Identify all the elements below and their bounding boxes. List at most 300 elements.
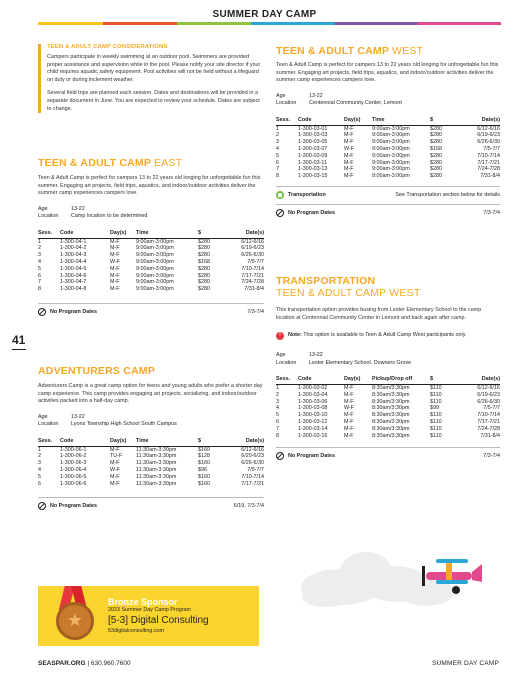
table-row: [38, 460, 264, 467]
cell-days: M-F: [110, 446, 120, 453]
cell-dates: 7/5-7/7: [247, 258, 264, 265]
west-title: [276, 45, 500, 57]
col-dates: Date(s): [222, 437, 264, 447]
cell-time: 9:00am-3:00pm: [372, 159, 410, 166]
cell-time: 9:00am-3:00pm: [372, 132, 410, 139]
east-title: [38, 157, 264, 169]
cell-price: $128: [198, 453, 210, 460]
cell-sess: 8: [38, 286, 41, 293]
table-row: [276, 419, 500, 426]
cell-sess: 3: [276, 139, 279, 146]
col-dates: Date(s): [456, 375, 500, 385]
bus-icon: [276, 191, 284, 199]
west-schedule-table: [276, 116, 500, 180]
west-section: [276, 45, 500, 217]
cell-days: TU-F: [110, 453, 123, 460]
west-title-light: WEST: [392, 45, 424, 57]
cell-days: M-F: [344, 152, 354, 159]
cell-dates: 7/24-7/28: [241, 279, 264, 286]
west-no-program: [276, 204, 500, 217]
west-no-program-dates: 7/3-7/4: [483, 209, 500, 216]
cell-code: 1-300-04-5: [60, 265, 87, 272]
table-row: [38, 481, 264, 488]
col-days: Day(s): [344, 375, 372, 385]
cell-dates: 7/10-7/14: [477, 412, 500, 419]
page-number-rule: [12, 349, 26, 350]
sponsor-program: 2023 Summer Day Camp Program: [108, 607, 191, 613]
cell-time: 8:30am/3:30pm: [372, 391, 410, 398]
cell-price: $160: [198, 446, 210, 453]
adventurers-no-program-dates: 6/19, 7/3-7/4: [233, 503, 264, 510]
col-pickup: Pickup/Drop off: [372, 375, 430, 385]
cell-days: M-F: [110, 238, 120, 245]
cell-days: M-F: [344, 125, 354, 132]
cell-time: 9:00am-3:00pm: [136, 286, 174, 293]
cell-price: $280: [198, 265, 210, 272]
cell-time: 11:30am-3:30pm: [136, 473, 177, 480]
cell-code: 1-300-03-12: [298, 418, 328, 425]
cell-price: $96: [198, 466, 207, 473]
east-location: Camp location to be determined: [71, 213, 148, 220]
transportation-no-program-label: No Program Dates: [288, 453, 336, 460]
cell-price: $280: [430, 139, 442, 146]
table-row: [38, 252, 264, 259]
adventurers-age-label: Age: [38, 413, 48, 420]
col-sess: Sess.: [276, 375, 298, 385]
cell-dates: 7/31-8/4: [480, 432, 500, 439]
sponsor-level: Bronze Sponsor: [108, 597, 178, 607]
table-row: [38, 279, 264, 286]
table-row: [276, 399, 500, 406]
cell-price: $160: [198, 480, 210, 487]
cell-time: 9:00am-3:00pm: [136, 258, 174, 265]
footer-contact: SEASPAR.ORG | 630.960.7600: [38, 660, 131, 667]
cell-code: 1-300-06-1: [60, 446, 87, 453]
transportation-meta: [276, 352, 500, 367]
col-dates: Date(s): [456, 116, 500, 126]
cell-code: 1-300-03-08: [298, 405, 328, 412]
considerations-box: [38, 44, 264, 113]
cell-sess: 4: [276, 405, 279, 412]
col-price: $: [198, 229, 222, 239]
west-age-label: Age: [276, 92, 286, 99]
transportation-note-text: This option is available to Teen & Adult Camp West participants only.: [303, 332, 467, 339]
cell-time: 9:00am-3:00pm: [372, 145, 410, 152]
east-rows: [38, 238, 264, 293]
cell-price: $280: [430, 125, 442, 132]
transportation-no-program: [276, 447, 500, 460]
cell-time: 9:00am-3:00pm: [136, 238, 174, 245]
cell-price: $280: [198, 238, 210, 245]
cell-code: 1-300-04-7: [60, 279, 87, 286]
cell-sess: 8: [276, 173, 279, 180]
cell-code: 1-300-03-07: [298, 145, 328, 152]
col-code: Code: [60, 229, 110, 239]
table-header-row: [276, 116, 500, 126]
cell-code: 1-300-06-6: [60, 480, 87, 487]
col-price: $: [430, 375, 456, 385]
table-row: [38, 453, 264, 460]
header-color-stripe: [38, 22, 501, 25]
cell-sess: 6: [276, 418, 279, 425]
cell-days: M-F: [344, 173, 354, 180]
cell-code: 1-300-04-1: [60, 238, 87, 245]
cell-price: $280: [198, 245, 210, 252]
page-number: 41: [12, 333, 26, 347]
cell-code: 1-300-06-4: [60, 466, 87, 473]
transportation-subtitle: TEEN & ADULT CAMP WEST: [276, 287, 421, 299]
transportation-age: 13-22: [309, 352, 323, 359]
table-row: [276, 392, 500, 399]
east-schedule-table: [38, 229, 264, 293]
cell-code: 1-300-03-02: [298, 385, 328, 391]
cell-dates: 7/10-7/14: [477, 152, 500, 159]
medal-icon: ★: [56, 602, 94, 640]
col-sess: Sess.: [276, 116, 298, 126]
cell-days: M-F: [344, 139, 354, 146]
cell-sess: 3: [276, 398, 279, 405]
cell-days: M-F: [110, 473, 120, 480]
cell-dates: 7/10-7/14: [241, 473, 264, 480]
cell-time: 11:30am-3:30pm: [136, 480, 177, 487]
cell-dates: 7/5-7/7: [247, 466, 264, 473]
east-age: 13-22: [71, 205, 85, 212]
cell-sess: 1: [276, 385, 279, 391]
cell-days: M-F: [344, 391, 354, 398]
col-dates: Date(s): [222, 229, 264, 239]
no-program-icon: [38, 502, 46, 510]
cell-sess: 2: [276, 391, 279, 398]
west-title-bold: TEEN & ADULT CAMP: [276, 45, 389, 57]
table-row: [38, 474, 264, 481]
cell-days: M-F: [110, 272, 120, 279]
cell-code: 1-300-06-5: [60, 473, 87, 480]
cell-days: W-F: [344, 405, 355, 412]
cell-price: $280: [430, 159, 442, 166]
footer-section-name: SUMMER DAY CAMP: [431, 660, 499, 667]
cell-price: $280: [430, 132, 442, 139]
table-row: [276, 173, 500, 180]
cell-sess: 2: [276, 132, 279, 139]
col-days: Day(s): [110, 437, 136, 447]
cell-price: $160: [198, 473, 210, 480]
cell-code: 1-300-03-03: [298, 132, 328, 139]
table-row: [276, 125, 500, 132]
cell-dates: 6/26-6/30: [241, 252, 264, 259]
table-row: [38, 245, 264, 252]
note-icon: [276, 332, 284, 340]
sponsor-banner[interactable]: [38, 586, 259, 646]
table-row: [276, 412, 500, 419]
cell-code: 1-300-04-4: [60, 258, 87, 265]
cell-code: 1-300-03-01: [298, 125, 328, 132]
cell-code: 1-300-03-16: [298, 432, 328, 439]
cell-code: 1-300-04-8: [60, 286, 87, 293]
east-no-program-dates: 7/3-7/4: [247, 308, 264, 315]
cell-code: 1-300-03-15: [298, 173, 328, 180]
west-description: Teen & Adult Camp is perfect for campers 13 to 22 years old longing for unforgettable fun this summer. Engaging art projects, field trips, aquatics, and indoor/outdoor activities deliver the summer camp experiences campers love.: [276, 62, 499, 84]
cell-time: 9:00am-3:00pm: [136, 279, 174, 286]
adventurers-age: 13-22: [71, 413, 85, 420]
cell-sess: 1: [38, 446, 41, 453]
cell-price: $110: [430, 412, 442, 419]
cell-sess: 3: [38, 460, 41, 467]
transportation-rows: [276, 385, 500, 440]
cell-days: M-F: [110, 279, 120, 286]
cell-sess: 4: [276, 145, 279, 152]
considerations-paragraph-2: Several field trips are planned each session. Dates and destinations will be provided in a separate document in June. You are expected to review your schedule. Dates are subject to change.: [47, 90, 260, 112]
cell-sess: 4: [38, 258, 41, 265]
table-row: [276, 146, 500, 153]
cell-days: M-F: [110, 460, 120, 467]
cell-time: 9:00am-3:00pm: [372, 173, 410, 180]
cell-days: M-F: [110, 480, 120, 487]
col-price: $: [198, 437, 222, 447]
cell-dates: 7/17-7/21: [477, 159, 500, 166]
considerations-paragraph-1: Campers participate in weekly swimming at an outdoor pool. Swimmers are provided proper assistance and supervision while in the pool. Please notify your site director if your child requires aquatic safety equipment. Pool activities will not be held without a lifeguard on duty or during inclement weather.: [47, 54, 261, 83]
table-row: [276, 166, 500, 173]
cell-sess: 5: [38, 265, 41, 272]
cell-time: 9:00am-3:00pm: [372, 152, 410, 159]
east-description: Teen & Adult Camp is perfect for campers 13 to 22 years old longing for unforgettable fun this summer. Engaging art projects, field trips, aquatics, and indoor/outdoor activities deliver the summer camp experiences campers love.: [38, 175, 261, 197]
cell-sess: 6: [276, 159, 279, 166]
table-header-row: [276, 375, 500, 385]
cell-days: M-F: [110, 252, 120, 259]
table-row: [276, 132, 500, 139]
cell-sess: 7: [276, 425, 279, 432]
west-meta: [276, 93, 500, 108]
east-section: [38, 157, 264, 316]
cell-time: 9:00am-3:00pm: [372, 139, 410, 146]
cell-days: M-F: [344, 132, 354, 139]
no-program-icon: [276, 452, 284, 460]
cell-sess: 1: [276, 125, 279, 132]
col-time: Time: [136, 229, 198, 239]
considerations-title: TEEN & ADULT CAMP CONSIDERATIONS: [47, 44, 168, 50]
cell-sess: 2: [38, 453, 41, 460]
table-header-row: [38, 437, 264, 447]
west-transportation-value: See Transportation section below for details: [395, 191, 500, 198]
cell-price: $110: [430, 385, 442, 391]
cell-time: 9:00am-3:00pm: [372, 125, 410, 132]
adventurers-section: [38, 365, 264, 510]
cell-code: 1-300-06-2: [60, 453, 87, 460]
west-transportation-note: [276, 186, 500, 199]
west-location: Centennial Community Center, Lemont: [309, 100, 402, 107]
table-row: [276, 426, 500, 433]
adventurers-rows: [38, 446, 264, 487]
cell-dates: 6/20-6/23: [241, 453, 264, 460]
cell-days: M-F: [344, 425, 354, 432]
cell-days: M-F: [344, 385, 354, 391]
east-age-label: Age: [38, 205, 48, 212]
cell-code: 1-300-04-6: [60, 272, 87, 279]
cell-time: 9:00am-3:00pm: [136, 272, 174, 279]
cell-code: 1-300-03-11: [298, 159, 327, 166]
adventurers-title: ADVENTURERS CAMP: [38, 365, 155, 377]
table-row: [38, 467, 264, 474]
cell-price: $110: [430, 398, 442, 405]
table-row: [38, 259, 264, 266]
cell-sess: 5: [276, 412, 279, 419]
cell-dates: 7/17-7/21: [477, 418, 500, 425]
adventurers-meta: [38, 414, 264, 429]
cell-days: M-F: [344, 432, 354, 439]
cell-sess: 1: [38, 238, 41, 245]
table-row: [38, 266, 264, 273]
cell-dates: 6/26-6/30: [241, 460, 264, 467]
cell-price: $280: [198, 279, 210, 286]
cell-code: 1-300-03-09: [298, 152, 328, 159]
cell-price: $110: [430, 391, 442, 398]
east-title-light: EAST: [154, 157, 183, 169]
cell-time: 9:00am-3:00pm: [136, 245, 174, 252]
cell-price: $160: [198, 460, 210, 467]
cell-time: 8:30am/3:30pm: [372, 405, 410, 412]
adventurers-no-program-label: No Program Dates: [50, 503, 98, 510]
cell-code: 1-300-04-2: [60, 245, 87, 252]
cell-dates: 6/19-6/23: [477, 132, 500, 139]
cell-time: 11:30am-3:30pm: [136, 466, 177, 473]
cell-days: M-F: [344, 398, 354, 405]
transportation-description: This transportation option provides busing from Lester Elementary School to the camp location at Centennial Community Center in Lemont and back again after camp.: [276, 307, 482, 321]
east-title-bold: TEEN & ADULT CAMP: [38, 157, 151, 169]
cell-dates: 6/19-6/23: [477, 391, 500, 398]
west-age: 13-22: [309, 92, 323, 99]
transportation-note: [276, 332, 500, 340]
transportation-section: [276, 275, 500, 460]
sponsor-url[interactable]: 53digitalconsulting.com: [108, 628, 165, 634]
cell-code: 1-300-03-10: [298, 412, 328, 419]
cell-code: 1-300-03-14: [298, 425, 328, 432]
table-row: [38, 238, 264, 245]
cell-price: $280: [430, 152, 442, 159]
cell-dates: 7/17-7/21: [241, 480, 264, 487]
west-no-program-label: No Program Dates: [288, 209, 336, 216]
cell-days: M-F: [344, 159, 354, 166]
col-days: Day(s): [110, 229, 136, 239]
adventurers-location-label: Location: [38, 421, 59, 428]
cell-dates: 6/19-6/23: [241, 245, 264, 252]
cell-dates: 6/12-6/16: [477, 125, 500, 132]
cell-time: 9:00am-3:00pm: [136, 265, 174, 272]
transportation-location-label: Location: [276, 359, 297, 366]
cell-dates: 6/26-6/30: [477, 139, 500, 146]
table-header-row: [38, 229, 264, 239]
cell-time: 8:30am/3:30pm: [372, 385, 410, 391]
adventurers-schedule-table: [38, 437, 264, 488]
cell-time: 11:30am-3:30pm: [136, 446, 177, 453]
transportation-no-program-dates: 7/3-7/4: [483, 453, 500, 460]
cell-dates: 7/10-7/14: [241, 265, 264, 272]
cell-sess: 3: [38, 252, 41, 259]
table-row: [276, 405, 500, 412]
transportation-schedule-table: [276, 375, 500, 439]
cell-code: 1-300-03-13: [298, 166, 328, 173]
cell-days: M-F: [344, 418, 354, 425]
col-time: Time: [136, 437, 198, 447]
cell-days: M-F: [110, 265, 120, 272]
cell-price: $168: [430, 145, 442, 152]
clouds-airplane-illustration: [296, 542, 506, 612]
cell-dates: 7/31-8/4: [480, 173, 500, 180]
east-meta: [38, 206, 264, 221]
cell-sess: 7: [276, 166, 279, 173]
cell-dates: 6/12-6/16: [477, 385, 500, 391]
col-time: Time: [372, 116, 430, 126]
col-code: Code: [60, 437, 110, 447]
cell-sess: 8: [276, 432, 279, 439]
table-row: [276, 433, 500, 440]
east-no-program-label: No Program Dates: [50, 308, 98, 315]
west-location-label: Location: [276, 100, 297, 107]
adventurers-description: Adventurers Camp is a great camp option for teens and young adults who prefer a shorter day camp experience. This camp provides engaging art projects, socializing, and indoor/outdoor activities packed into a half-day camp.: [38, 383, 263, 405]
cell-dates: 6/26-6/30: [477, 398, 500, 405]
adventurers-no-program: [38, 497, 264, 510]
cell-price: $280: [198, 272, 210, 279]
cell-price: $110: [430, 418, 442, 425]
cell-days: W-F: [110, 466, 121, 473]
col-sess: Sess.: [38, 437, 60, 447]
cell-price: $280: [198, 286, 210, 293]
cell-sess: 6: [38, 272, 41, 279]
cell-code: 1-300-06-3: [60, 460, 87, 467]
cell-sess: 6: [38, 480, 41, 487]
no-program-icon: [276, 209, 284, 217]
cell-sess: 4: [38, 466, 41, 473]
cell-dates: 6/12-6/16: [241, 446, 264, 453]
transportation-title: TRANSPORTATION: [276, 275, 376, 287]
cell-days: W-F: [344, 145, 355, 152]
cell-time: 9:00am-3:00pm: [136, 252, 174, 259]
col-days: Day(s): [344, 116, 372, 126]
cell-code: 1-300-04-3: [60, 252, 87, 259]
cell-sess: 7: [38, 279, 41, 286]
footer-phone: 630.960.7600: [90, 660, 131, 667]
col-code: Code: [298, 116, 344, 126]
cell-time: 11:30am-3:30pm: [136, 453, 177, 460]
cell-code: 1-300-03-04: [298, 391, 328, 398]
cell-time: 11:30am-3:30pm: [136, 460, 177, 467]
table-row: [38, 286, 264, 293]
cell-price: $110: [430, 432, 442, 439]
cell-time: 8:30am/3:30pm: [372, 412, 410, 419]
cell-time: 8:30am/3:30pm: [372, 432, 410, 439]
cell-dates: 7/5-7/7: [483, 405, 500, 412]
col-code: Code: [298, 375, 344, 385]
col-price: $: [430, 116, 456, 126]
col-sess: Sess.: [38, 229, 60, 239]
table-row: [276, 139, 500, 146]
cell-price: $280: [198, 252, 210, 259]
west-transportation-label: Transportation: [288, 191, 326, 198]
footer-org[interactable]: SEASPAR.ORG: [38, 660, 86, 667]
cell-time: 8:30am/3:30pm: [372, 425, 410, 432]
cell-code: 1-300-03-06: [298, 398, 328, 405]
cell-dates: 7/24-7/28: [477, 425, 500, 432]
cell-price: $280: [430, 166, 442, 173]
cell-price: $280: [430, 173, 442, 180]
transportation-note-label: Note:: [288, 332, 302, 339]
adventurers-location: Lyons Township High School South Campus: [71, 421, 177, 428]
cell-price: $110: [430, 425, 442, 432]
east-no-program: [38, 303, 264, 316]
table-row: [276, 153, 500, 160]
cell-dates: 6/12-6/16: [241, 238, 264, 245]
cell-dates: 7/31-8/4: [244, 286, 264, 293]
table-row: [276, 385, 500, 392]
sponsor-name: [5-3] Digital Consulting: [108, 615, 209, 626]
